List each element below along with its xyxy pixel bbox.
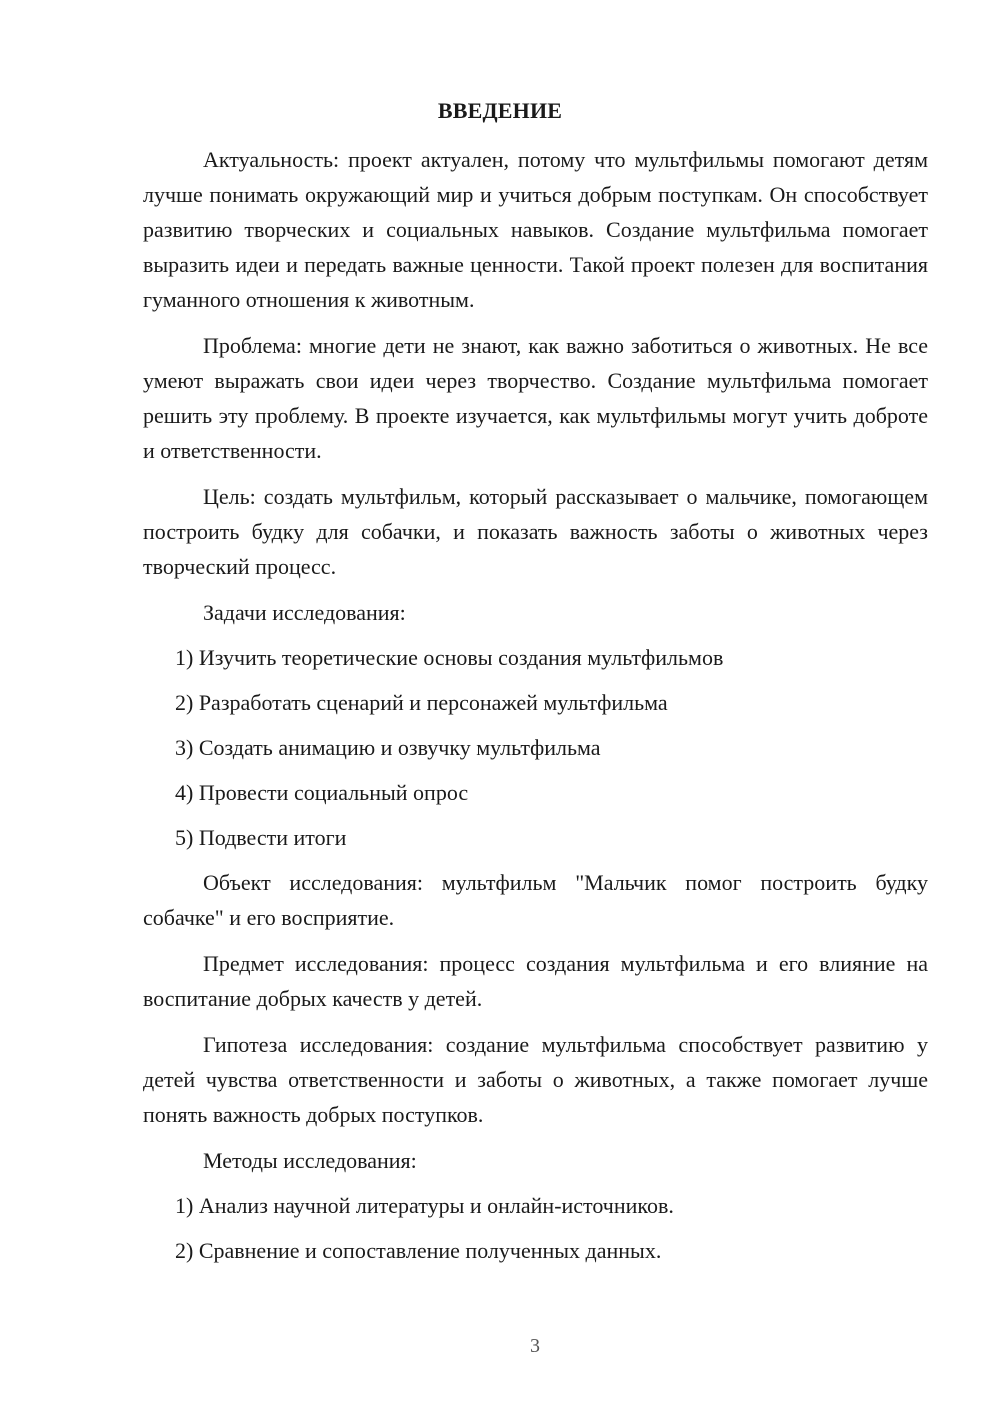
method-item: 2) Сравнение и сопоставление полученных данных. (175, 1238, 662, 1263)
page-number: 3 (530, 1335, 540, 1357)
task-item: 4) Провести социальный опрос (175, 780, 469, 805)
document-body (143, 142, 928, 1278)
task-item: 5) Подвести итоги (175, 825, 347, 850)
page-title: ВВЕДЕНИЕ (437, 98, 563, 123)
method-item: 1) Анализ научной литературы и онлайн-источников. (175, 1193, 674, 1218)
tasks-heading: Задачи исследования: (203, 600, 406, 625)
goal-paragraph: Цель: создать мультфильм, который рассказывает о мальчике, помогающем построить будку для собачки, и показать важность заботы о животных через творческий процесс. (143, 484, 928, 579)
hypothesis-paragraph: Гипотеза исследования: создание мультфильма способствует развитию у детей чувства ответственности и заботы о животных, а также помогает лучше понять важность добрых поступков. (143, 1032, 928, 1127)
relevance-paragraph: Актуальность: проект актуален, потому что мультфильмы помогают детям лучше понимать окружающий мир и учиться добрым поступкам. Он способствует развитию творческих и социальных навыков. Создание мультфильма помогает выразить идеи и передать важные ценности. Такой проект полезен для воспитания гуманного отношения к животным. (143, 147, 928, 312)
methods-heading: Методы исследования: (203, 1148, 417, 1173)
object-paragraph: Объект исследования: мультфильм "Мальчик помог построить будку собачке" и его восприятие. (143, 870, 928, 930)
task-item: 3) Создать анимацию и озвучку мультфильма (175, 735, 601, 760)
problem-paragraph: Проблема: многие дети не знают, как важно заботиться о животных. Не все умеют выражать свои идеи через творчество. Создание мультфильма помогает решить эту проблему. В проекте изучается, как мультфильмы могут учить доброте и ответственности. (143, 333, 928, 463)
task-item: 1) Изучить теоретические основы создания мультфильмов (175, 645, 724, 670)
task-item: 2) Разработать сценарий и персонажей мультфильма (175, 690, 668, 715)
subject-paragraph: Предмет исследования: процесс создания мультфильма и его влияние на воспитание добрых качеств у детей. (143, 951, 928, 1011)
